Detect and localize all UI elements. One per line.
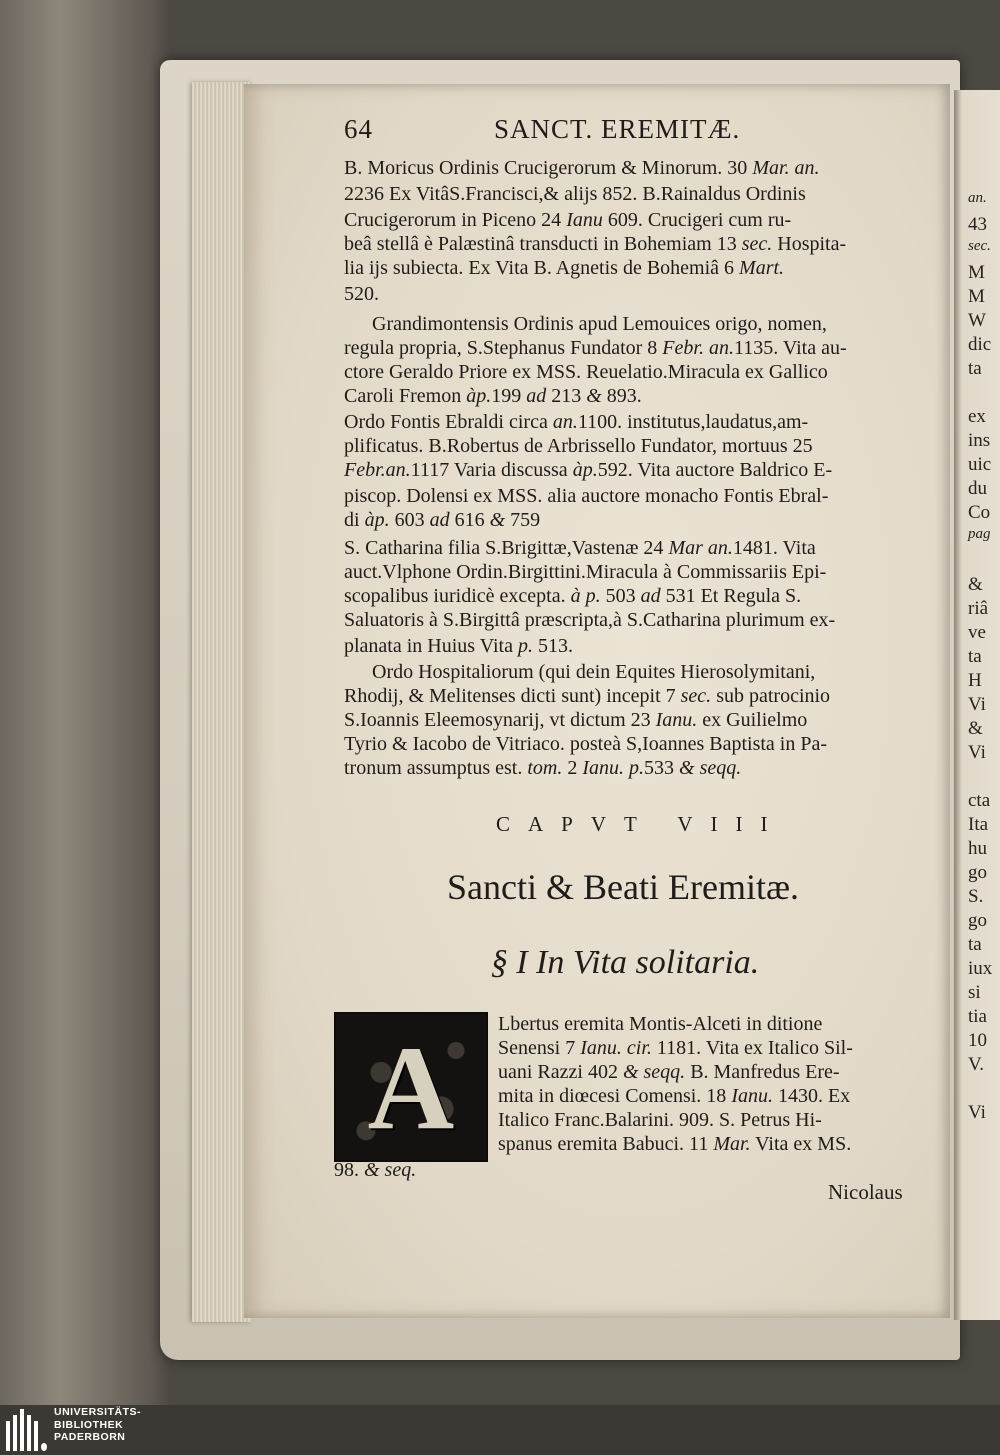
- text-run: 1430. Ex: [772, 1085, 851, 1107]
- italic-text: Ianu. cir.: [580, 1037, 652, 1059]
- text-run: 2: [562, 757, 583, 779]
- body-line: [344, 608, 835, 632]
- facing-page-text: du: [968, 478, 987, 499]
- facing-page-text: ve: [968, 622, 986, 643]
- facing-page-text: hu: [968, 838, 987, 859]
- body-line: [344, 584, 801, 608]
- facing-page-text: Vi: [968, 694, 986, 715]
- text-run: 592. Vita auctore Baldrico E-: [597, 459, 833, 481]
- body-line: [344, 256, 784, 280]
- italic-text: p.: [517, 635, 533, 657]
- initial-paragraph-line: [498, 1036, 853, 1060]
- body-line: [344, 732, 827, 756]
- library-line-3: PADERBORN: [54, 1431, 126, 1443]
- text-run: scopalibus iuridicè excepta.: [344, 585, 571, 607]
- initial-paragraph-line: [498, 1132, 851, 1156]
- woodcut-initial: [334, 1012, 488, 1162]
- text-run: 213: [546, 385, 587, 407]
- facing-page-text: &: [968, 574, 983, 595]
- text-run: 531 Et Regula S.: [660, 585, 802, 607]
- text-run: 520.: [344, 283, 379, 305]
- text-run: Hospita-: [772, 233, 847, 255]
- body-line: [344, 508, 540, 532]
- italic-text: Ianu.: [731, 1085, 773, 1107]
- body-line: [344, 232, 846, 256]
- text-run: Tyrio & Iacobo de Vitriaco. posteà S,Ioannes Baptista in Pa-: [344, 733, 828, 755]
- text-run: 893.: [601, 385, 642, 407]
- text-run: tronum assumptus est.: [344, 757, 528, 779]
- text-run: plificatus. B.Robertus de Arbrissello Fundator, mortuus 25: [344, 435, 813, 457]
- facing-page-text: 10: [968, 1030, 987, 1051]
- initial-paragraph-line: [498, 1108, 822, 1132]
- after-initial-line: [334, 1158, 416, 1182]
- chapter-title: Sancti & Beati Eremitæ.: [447, 867, 799, 907]
- body-line: [344, 282, 379, 306]
- text-run: Crucigerorum in Piceno 24: [344, 209, 567, 231]
- text-run: regula propria, S.Stephanus Fundator 8: [344, 337, 663, 359]
- facing-page-text: sec.: [968, 238, 991, 254]
- facing-page-text: dic: [968, 334, 992, 355]
- text-run: Ordo Fontis Ebraldi circa: [344, 411, 553, 433]
- initial-paragraph-line: [498, 1084, 850, 1108]
- italic-text: tom.: [527, 757, 563, 779]
- facing-page-text: M: [968, 286, 985, 307]
- initial-paragraph-line: [498, 1060, 840, 1084]
- body-line: [344, 560, 826, 584]
- italic-text: ad: [429, 509, 450, 531]
- text-run: mita in diœcesi Comensi. 18: [498, 1085, 732, 1107]
- text-run: Vita ex MS.: [750, 1133, 852, 1155]
- italic-text: & seq.: [364, 1159, 417, 1181]
- italic-text: &: [489, 509, 506, 531]
- facing-page-text: tia: [968, 1006, 987, 1027]
- body-line: [372, 660, 815, 684]
- text-run: 603: [389, 509, 430, 531]
- facing-page-text: &: [968, 718, 983, 739]
- text-run: spanus eremita Babuci. 11: [498, 1133, 714, 1155]
- facing-page-text: 43: [968, 214, 987, 235]
- italic-text: & seqq.: [622, 1061, 686, 1083]
- italic-text: ad: [640, 585, 661, 607]
- italic-text: Mar. an.: [752, 157, 820, 179]
- facing-page-text: V.: [968, 1054, 985, 1075]
- text-run: S.Ioannis Eleemosynarij, vt dictum 23: [344, 709, 656, 731]
- body-line: [344, 756, 741, 780]
- facing-page-text: ex: [968, 406, 986, 427]
- facing-page-text: Ita: [968, 814, 989, 835]
- text-run: 1181. Vita ex Italico Sil-: [651, 1037, 853, 1059]
- chapter-caput: CAPVT VIII: [496, 812, 786, 836]
- italic-text: & seqq.: [679, 757, 742, 779]
- text-run: 759: [505, 509, 541, 531]
- facing-page-text: ins: [968, 430, 991, 451]
- library-logo-icon: [6, 1409, 50, 1451]
- italic-text: Febr. an.: [662, 337, 734, 359]
- italic-text: &: [586, 385, 602, 407]
- body-line: [372, 312, 827, 336]
- text-run: 513.: [532, 635, 573, 657]
- body-line: [344, 684, 830, 708]
- text-run: 2236 Ex VitâS.Francisci,& alijs 852. B.Rainaldus Ordinis: [344, 183, 806, 205]
- italic-text: sec.: [741, 233, 773, 255]
- text-run: B. Manfredus Ere-: [685, 1061, 840, 1083]
- facing-page-text: S.: [968, 886, 984, 907]
- text-run: Saluatoris à S.Birgittâ præscripta,à S.Catharina plurimum ex-: [344, 609, 836, 631]
- facing-page-text: H: [968, 670, 982, 691]
- page-edges: [192, 82, 252, 1322]
- italic-text: Ianu: [566, 209, 603, 231]
- text-run: Senensi 7: [498, 1037, 581, 1059]
- library-line-1: UNIVERSITÄTS-: [54, 1406, 142, 1418]
- library-footer: [0, 1405, 1000, 1455]
- library-name: [54, 1406, 141, 1444]
- facing-page-text: uic: [968, 454, 992, 475]
- text-run: sub patrocinio: [711, 685, 831, 707]
- facing-page-text: W: [968, 310, 986, 331]
- body-line: [344, 458, 832, 482]
- initial-letter: A: [367, 1021, 455, 1154]
- facing-page-text: cta: [968, 790, 991, 811]
- section-title: § I In Vita solitaria.: [490, 944, 760, 981]
- text-run: 503: [600, 585, 641, 607]
- text-run: 1135. Vita au-: [733, 337, 847, 359]
- body-line: [344, 536, 816, 560]
- text-run: uani Razzi 402: [498, 1061, 623, 1083]
- body-line: [344, 182, 806, 206]
- text-run: Caroli Fremon: [344, 385, 467, 407]
- text-run: Grandimontensis Ordinis apud Lemouices origo, nomen,: [372, 313, 827, 335]
- body-line: [344, 484, 828, 508]
- italic-text: àp.: [572, 459, 598, 481]
- body-line: [344, 360, 828, 384]
- text-run: planata in Huius Vita: [344, 635, 518, 657]
- italic-text: àp.: [364, 509, 390, 531]
- text-run: piscop. Dolensi ex MSS. alia auctore monacho Fontis Ebral-: [344, 485, 829, 507]
- facing-page-text: pag: [968, 526, 991, 542]
- italic-text: sec.: [680, 685, 712, 707]
- text-run: 98.: [334, 1159, 364, 1181]
- facing-page-text: riâ: [968, 598, 989, 619]
- catchword: Nicolaus: [828, 1180, 903, 1204]
- italic-text: an.: [552, 411, 578, 433]
- italic-text: Ianu. p.: [582, 757, 645, 779]
- facing-page-text: ta: [968, 358, 982, 379]
- text-run: 1481. Vita: [732, 537, 816, 559]
- italic-text: Mart.: [739, 257, 785, 279]
- text-run: 616: [449, 509, 490, 531]
- body-line: [344, 708, 807, 732]
- facing-page-text: si: [968, 982, 981, 1003]
- italic-text: Febr.an.: [344, 459, 411, 481]
- text-run: B. Moricus Ordinis Crucigerorum & Minorum. 30: [344, 157, 753, 179]
- italic-text: Mar an.: [668, 537, 733, 559]
- initial-paragraph-line: [498, 1012, 822, 1036]
- body-line: [344, 384, 642, 408]
- facing-page-fragment: [954, 90, 1000, 1320]
- text-run: 533: [644, 757, 680, 779]
- body-line: [344, 156, 820, 180]
- text-run: Rhodij, & Melitenses dicti sunt) incepit 7: [344, 685, 681, 707]
- facing-page-text: Co: [968, 502, 991, 523]
- facing-page-text: iux: [968, 958, 993, 979]
- library-line-2: BIBLIOTHEK: [54, 1418, 124, 1431]
- facing-page-text: an.: [968, 190, 987, 206]
- text-run: Lbertus eremita Montis-Alceti in ditione: [498, 1013, 823, 1035]
- italic-text: àp.: [466, 385, 492, 407]
- body-line: [344, 208, 791, 232]
- italic-text: Ianu.: [655, 709, 698, 731]
- body-line: [344, 336, 847, 360]
- text-run: ex Guilielmo: [697, 709, 808, 731]
- text-run: Ordo Hospitaliorum (qui dein Equites Hierosolymitani,: [372, 661, 816, 683]
- facing-page-text: go: [968, 862, 987, 883]
- text-run: Italico Franc.Balarini. 909. S. Petrus Hi-: [498, 1109, 822, 1131]
- body-line: [344, 634, 573, 658]
- facing-page-text: Vi: [968, 742, 986, 763]
- body-line: [344, 434, 813, 458]
- text-run: beâ stellâ è Palæstinâ transducti in Bohemiam 13: [344, 233, 742, 255]
- facing-page-text: M: [968, 262, 985, 283]
- text-run: 1100. institutus,laudatus,am-: [577, 411, 809, 433]
- facing-page-text: Vi: [968, 1102, 986, 1123]
- text-run: S. Catharina filia S.Brigittæ,Vastenæ 24: [344, 537, 669, 559]
- text-run: 199: [491, 385, 527, 407]
- running-head: SANCT. EREMITÆ.: [494, 114, 741, 144]
- text-run: lia ijs subiecta. Ex Vita B. Agnetis de Bohemiâ 6: [344, 257, 740, 279]
- italic-text: à p.: [570, 585, 601, 607]
- facing-page-text: ta: [968, 934, 982, 955]
- facing-page-text: go: [968, 910, 987, 931]
- text-run: di: [344, 509, 365, 531]
- page-number: 64: [344, 114, 373, 144]
- text-run: ctore Geraldo Priore ex MSS. Reuelatio.Miracula ex Gallico: [344, 361, 828, 383]
- facing-page-text: ta: [968, 646, 982, 667]
- body-line: [344, 410, 808, 434]
- italic-text: Mar.: [713, 1133, 751, 1155]
- text-run: 1117 Varia discussa: [410, 459, 573, 481]
- text-run: 609. Crucigeri cum ru-: [602, 209, 792, 231]
- italic-text: ad: [526, 385, 547, 407]
- text-run: auct.Vlphone Ordin.Birgittini.Miracula à Commissariis Epi-: [344, 561, 827, 583]
